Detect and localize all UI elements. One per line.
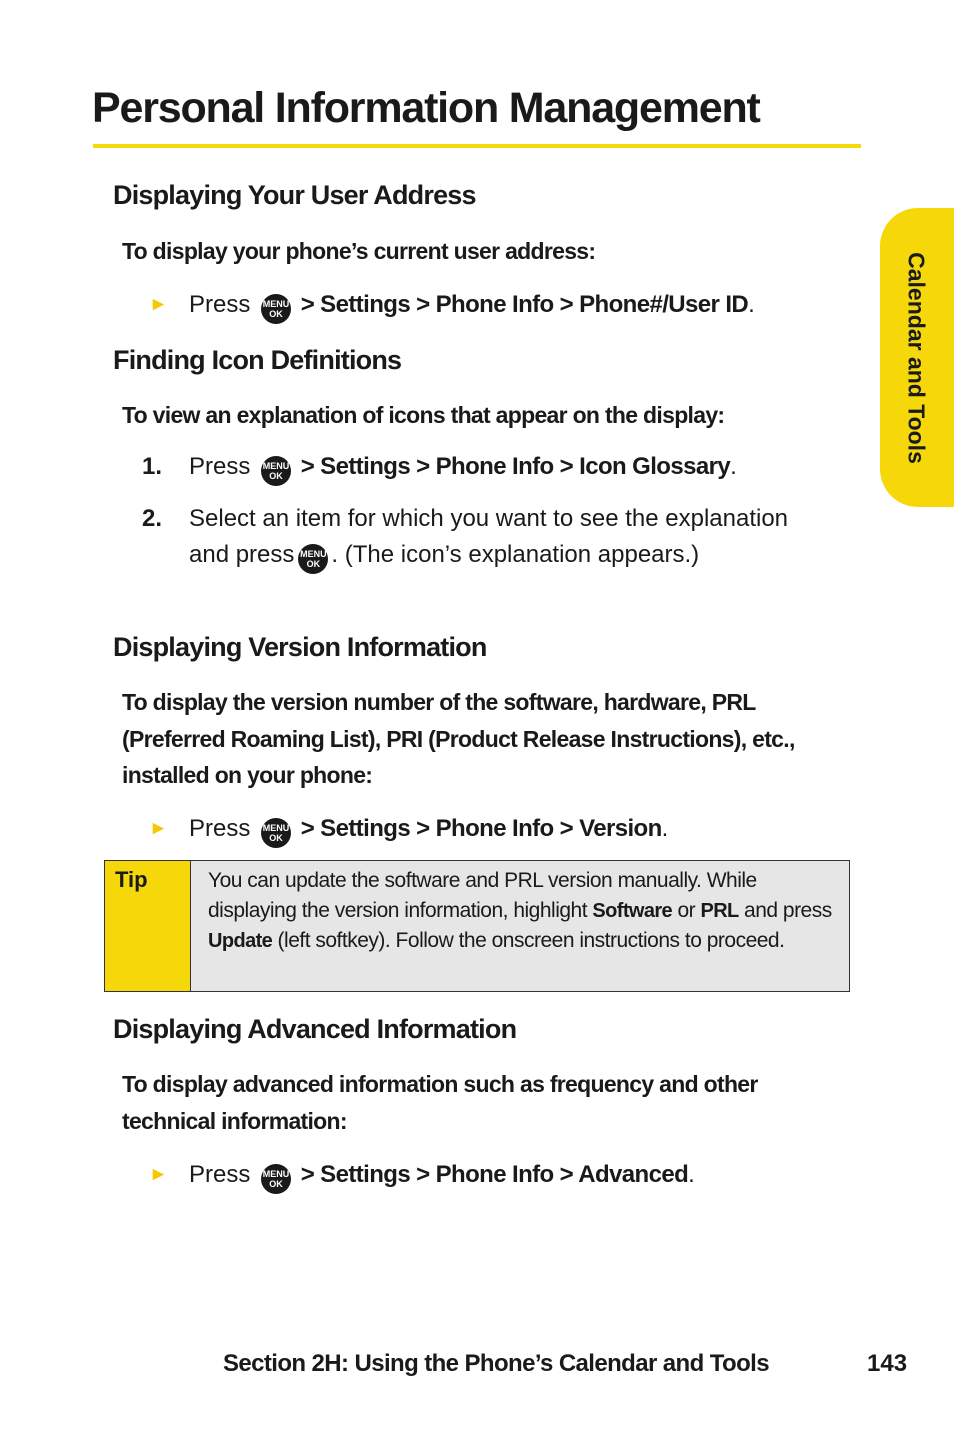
bullet-arrow-icon: ►: [149, 294, 168, 315]
step-text-end: . (The icon’s explanation appears.): [331, 541, 700, 568]
menu-path: > Settings > Phone Info > Version: [300, 815, 662, 842]
footer-section-title: Section 2H: Using the Phone’s Calendar and Tools: [223, 1350, 769, 1377]
tip-text: You can update the software and PRL version manually. While displaying the version information, highlight Software or PRL and press Update (left softkey). Follow the onscreen instructions to proceed.: [208, 869, 832, 952]
step-text: Press: [189, 291, 251, 318]
tip-box: [104, 860, 850, 992]
section-heading: Displaying Version Information: [113, 632, 487, 662]
menu-path: > Settings > Phone Info > Phone#/User ID: [300, 291, 749, 318]
title-rule: [93, 144, 861, 148]
step-number: 1.: [142, 453, 163, 480]
section-intro: To display advanced information such as frequency and other technical information:: [122, 1071, 758, 1134]
section-intro: To display the version number of the software, hardware, PRL (Preferred Roaming List), PRI (Product Release Instructions), etc., installed on your phone:: [122, 689, 795, 788]
section-heading: Displaying Advanced Information: [113, 1014, 517, 1044]
menu-ok-key-icon: MENU OK: [261, 818, 291, 848]
section-intro: To display your phone’s current user address:: [122, 238, 596, 264]
menu-ok-key-icon: MENU OK: [261, 1164, 291, 1194]
step-text-end: .: [748, 291, 755, 318]
step-text-end: .: [661, 815, 669, 842]
section-intro: To view an explanation of icons that appear on the display:: [122, 402, 725, 428]
bullet-arrow-icon: ►: [149, 818, 168, 839]
page-number: 143: [867, 1350, 908, 1377]
side-tab-label: Calendar and Tools: [903, 252, 930, 464]
menu-path: > Settings > Phone Info > Advanced: [300, 1161, 689, 1188]
step-text: Press: [189, 815, 251, 842]
page-title: Personal Information Management: [92, 84, 760, 132]
bullet-arrow-icon: ►: [149, 1164, 168, 1185]
section-heading: Finding Icon Definitions: [113, 345, 402, 375]
step-text-end: .: [688, 1161, 695, 1188]
menu-ok-key-icon: MENU OK: [261, 294, 291, 324]
step-text: Press: [189, 1161, 251, 1188]
menu-ok-key-icon: MENU OK: [261, 456, 291, 486]
menu-ok-key-icon: MENU OK: [298, 544, 328, 574]
step-number: 2.: [142, 505, 163, 532]
step-text: Press: [189, 453, 251, 480]
menu-path: > Settings > Phone Info > Icon Glossary: [300, 453, 731, 480]
section-heading: Displaying Your User Address: [113, 180, 476, 210]
step-text: Select an item for which you want to see the explanation and press: [189, 505, 789, 568]
step-text-end: .: [730, 453, 737, 480]
tip-label: Tip: [105, 861, 191, 991]
